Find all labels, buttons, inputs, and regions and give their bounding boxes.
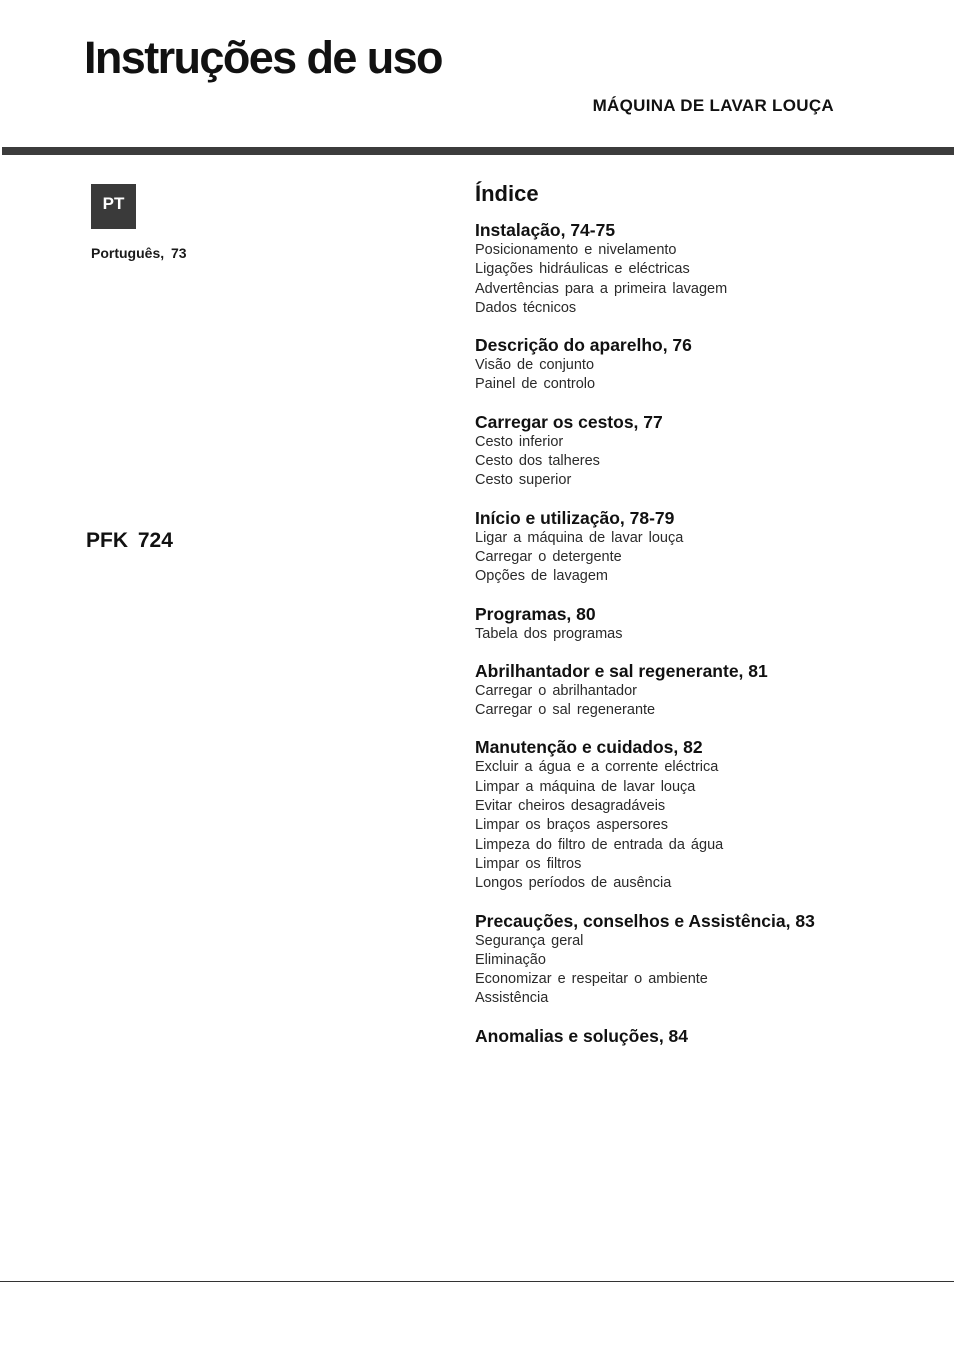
toc-subitem: Limpar os braços aspersores (475, 817, 668, 834)
toc-subitem: Evitar cheiros desagradáveis (475, 798, 666, 815)
toc-section-heading: Manutenção e cuidados, 82 (475, 737, 703, 758)
toc-subitem: Visão de conjunto (475, 357, 595, 374)
toc-subitem: Carregar o detergente (475, 548, 622, 565)
toc-section (475, 334, 935, 395)
toc-section-heading: Precauções, conselhos e Assistência, 83 (475, 910, 815, 931)
footer-divider (0, 1281, 954, 1282)
toc-section (475, 507, 935, 587)
toc-sections (475, 219, 935, 1047)
toc-subitems (475, 932, 935, 1009)
toc-subitem: Carregar o sal regenerante (475, 702, 656, 719)
toc-section (475, 910, 935, 1009)
language-label: Português, 73 (91, 245, 187, 261)
toc-section-heading: Carregar os cestos, 77 (475, 411, 663, 432)
table-of-contents (475, 181, 935, 1063)
toc-subitem: Posicionamento e nivelamento (475, 242, 677, 258)
toc-subitem: Limpeza do filtro de entrada da água (475, 836, 724, 853)
toc-subitem: Excluir a água e a corrente eléctrica (475, 759, 719, 776)
toc-title: Índice (475, 181, 539, 206)
toc-subitem: Painel de controlo (475, 376, 596, 393)
toc-section-heading: Programas, 80 (475, 603, 596, 624)
page-title: Instruções de uso (84, 32, 442, 83)
toc-subitems (475, 433, 935, 491)
toc-subitems (475, 529, 935, 587)
toc-section-heading: Descrição do aparelho, 76 (475, 335, 692, 356)
toc-section-heading: Anomalias e soluções, 84 (475, 1025, 689, 1046)
toc-subitem: Cesto dos talheres (475, 453, 600, 470)
toc-subitem: Opções de lavagem (475, 568, 608, 585)
toc-subitem: Eliminação (475, 951, 546, 968)
toc-subitem: Limpar os filtros (475, 855, 582, 872)
toc-section-heading: Instalação, 74-75 (475, 220, 616, 240)
toc-subitem: Advertências para a primeira lavagem (475, 280, 728, 297)
toc-subitem: Assistência (475, 990, 549, 1007)
model-number: PFK 724 (86, 529, 173, 552)
toc-subitem: Dados técnicos (475, 299, 577, 316)
toc-section (475, 736, 935, 893)
toc-section (475, 603, 935, 644)
toc-section (475, 219, 935, 318)
toc-section-heading: Início e utilização, 78-79 (475, 507, 675, 528)
toc-section (475, 660, 935, 721)
header-divider-bar (2, 147, 954, 155)
toc-subitem: Cesto superior (475, 472, 572, 489)
toc-subitem: Tabela dos programas (475, 625, 623, 642)
toc-subitem: Limpar a máquina de lavar louça (475, 778, 696, 795)
toc-section (475, 1025, 935, 1047)
toc-section (475, 411, 935, 491)
toc-subitems (475, 682, 935, 721)
toc-subitem: Segurança geral (475, 932, 584, 949)
toc-section-heading: Abrilhantador e sal regenerante, 81 (475, 660, 768, 681)
toc-subitem: Ligações hidráulicas e eléctricas (475, 261, 690, 278)
language-badge: PT (91, 184, 136, 229)
product-type-subtitle: MÁQUINA DE LAVAR LOUÇA (592, 96, 834, 115)
toc-subitems (475, 625, 935, 644)
toc-subitem: Longos períodos de ausência (475, 875, 672, 892)
toc-subitems (475, 241, 935, 318)
toc-subitem: Ligar a máquina de lavar louça (475, 529, 684, 546)
toc-subitem: Economizar e respeitar o ambiente (475, 971, 708, 988)
toc-subitem: Carregar o abrilhantador (475, 682, 637, 699)
toc-subitems (475, 356, 935, 395)
toc-subitem: Cesto inferior (475, 433, 564, 450)
toc-subitems (475, 758, 935, 893)
